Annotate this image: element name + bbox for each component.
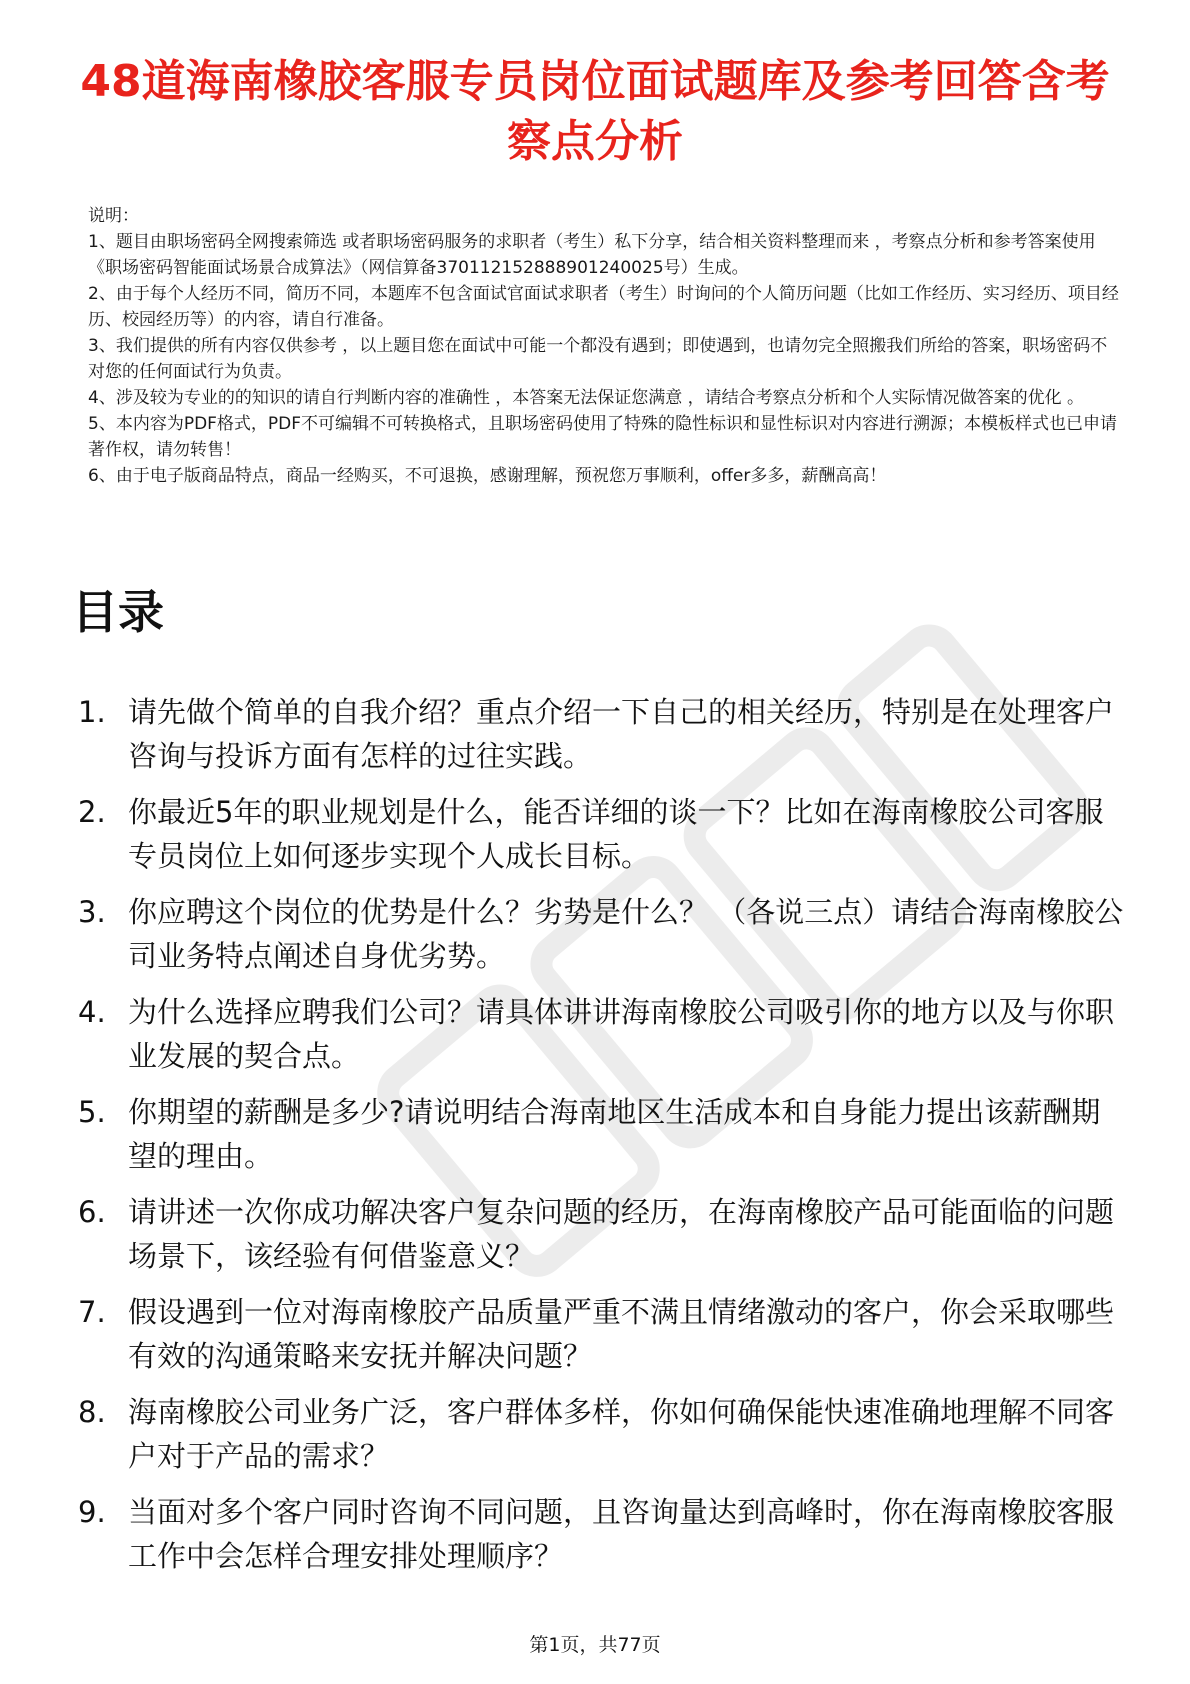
toc-item[interactable] (78, 1190, 1128, 1278)
toc-item-number: 9. (78, 1495, 106, 1529)
notes-label: 说明： (88, 206, 139, 226)
toc-item[interactable] (78, 990, 1128, 1078)
note-item: 5、本内容为PDF格式，PDF不可编辑不可转换格式，且职场密码使用了特殊的隐性标识和显性标识对内容进行溯源；本模板样式也已申请著作权，请勿转售！ (88, 414, 1118, 460)
toc-item[interactable] (78, 890, 1128, 978)
toc-item-text: 当面对多个客户同时咨询不同问题，且咨询量达到高峰时，你在海南橡胶客服工作中会怎样合理安排处理顺序？ (128, 1495, 1115, 1573)
document-title: 48道海南橡胶客服专员岗位面试题库及参考回答含考察点分析 (80, 56, 1110, 167)
notes-section (88, 203, 1123, 489)
note-item: 1、题目由职场密码全网搜索筛选 或者职场密码服务的求职者（考生）私下分享，结合相关资料整理而来 ，考察点分析和参考答案使用《职场密码智能面试场景合成算法》（网信算备370112152888901240025号）生成。 (88, 232, 1096, 278)
toc-item-number: 4. (78, 995, 106, 1029)
toc-item-number: 1. (78, 695, 106, 729)
toc-item[interactable] (78, 1490, 1128, 1578)
toc-item-number: 5. (78, 1095, 106, 1129)
page-footer: 第1页，共77页 (529, 1634, 661, 1656)
toc-item-text: 假设遇到一位对海南橡胶产品质量严重不满且情绪激动的客户，你会采取哪些有效的沟通策略来安抚并解决问题？ (128, 1295, 1115, 1373)
note-item: 3、我们提供的所有内容仅供参考 ，以上题目您在面试中可能一个都没有遇到；即使遇到，也请勿完全照搬我们所给的答案，职场密码不对您的任何面试行为负责。 (88, 336, 1108, 382)
toc-item[interactable] (78, 1390, 1128, 1478)
toc-item-text: 你最近5年的职业规划是什么，能否详细的谈一下？比如在海南橡胶公司客服专员岗位上如何逐步实现个人成长目标。 (128, 795, 1104, 873)
toc-item[interactable] (78, 1090, 1128, 1178)
note-item: 6、由于电子版商品特点，商品一经购买，不可退换，感谢理解，预祝您万事顺利，offer多多，薪酬高高！ (88, 466, 887, 486)
note-item: 4、涉及较为专业的的知识的请自行判断内容的准确性 ，本答案无法保证您满意 ，请结合考察点分析和个人实际情况做答案的优化 。 (88, 388, 1085, 408)
toc-item-text: 海南橡胶公司业务广泛，客户群体多样，你如何确保能快速准确地理解不同客户对于产品的需求？ (128, 1395, 1115, 1473)
toc-item-text: 为什么选择应聘我们公司？请具体讲讲海南橡胶公司吸引你的地方以及与你职业发展的契合点。 (128, 995, 1115, 1073)
toc-item-text: 你应聘这个岗位的优势是什么？劣势是什么？ （各说三点）请结合海南橡胶公司业务特点阐述自身优劣势。 (128, 895, 1124, 973)
toc-item[interactable] (78, 690, 1128, 778)
toc-item-number: 7. (78, 1295, 106, 1329)
toc-heading: 目录 (72, 585, 164, 639)
toc-item-number: 6. (78, 1195, 106, 1229)
table-of-contents (78, 690, 1128, 1590)
toc-item-number: 2. (78, 795, 106, 829)
toc-item-text: 请先做个简单的自我介绍？重点介绍一下自己的相关经历，特别是在处理客户咨询与投诉方面有怎样的过往实践。 (128, 695, 1115, 773)
toc-item-text: 请讲述一次你成功解决客户复杂问题的经历，在海南橡胶产品可能面临的问题场景下，该经验有何借鉴意义？ (128, 1195, 1115, 1273)
toc-item-number: 8. (78, 1395, 106, 1429)
note-item: 2、由于每个人经历不同，简历不同，本题库不包含面试官面试求职者（考生）时询问的个人简历问题（比如工作经历、实习经历、项目经历、校园经历等）的内容，请自行准备。 (88, 284, 1119, 330)
toc-item-number: 3. (78, 895, 106, 929)
toc-item-text: 你期望的薪酬是多少?请说明结合海南地区生活成本和自身能力提出该薪酬期望的理由。 (128, 1095, 1101, 1173)
toc-item[interactable] (78, 1290, 1128, 1378)
toc-item[interactable] (78, 790, 1128, 878)
